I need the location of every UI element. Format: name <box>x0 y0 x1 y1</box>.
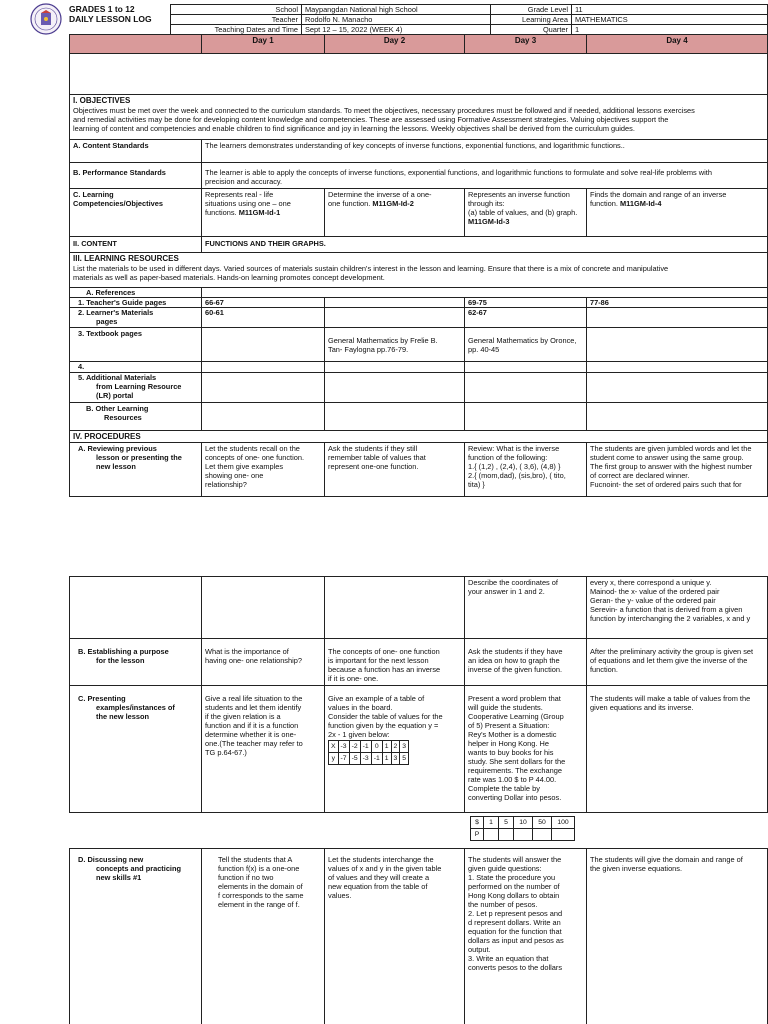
xy-value-table <box>328 740 409 765</box>
proc-d-day-2-line: values of x and y in the given table <box>328 864 442 874</box>
proc-a-day-1-line: Let them give examples <box>205 462 284 472</box>
proc-a-day-1-line: relationship? <box>205 480 247 490</box>
proc-d-day-2-line: of values and they will create a <box>328 873 430 883</box>
competencies-label-line-1: C. Learning <box>73 190 114 199</box>
proc-a-day-1-line: concepts of one- one function. <box>205 453 305 463</box>
proc-c-label-line: the new lesson <box>96 712 149 722</box>
y-cell: 5 <box>400 753 409 765</box>
proc-d-day-3-line: The students will answer the <box>468 855 562 864</box>
competency-day-1 <box>201 188 325 237</box>
proc-c-day-3-line: Complete the table by <box>468 784 540 794</box>
proc-b-day-4-line: After the preliminary activity the group is given set <box>590 647 754 656</box>
proc-a2-day-3 <box>464 576 587 639</box>
proc-c-day-3-line: Cooperative Learning (Group <box>468 712 564 722</box>
proc-c-day-1-line: determine whether it is one- <box>205 730 297 740</box>
proc-d-day-3-line: given guide questions: <box>468 864 542 874</box>
other-resources-label-line: Resources <box>104 413 142 423</box>
day-4-header: Day 4 <box>586 34 768 54</box>
learners-materials-label-line: pages <box>96 317 118 327</box>
proc-a-label-line: lesson or presenting the <box>96 453 182 463</box>
objectives-line-3: learning of content and competencies and enable children to find significance and joy in learning the lessons. Weekly objectives shall be derived from the curriculum guides. <box>73 123 635 133</box>
competency-day-1-code: M11GM-Id-1 <box>238 208 281 218</box>
proc-c-day-2-line: function given by the equation y = <box>328 721 439 731</box>
proc-c-day-3 <box>464 685 587 813</box>
proc-d-label <box>69 848 202 1024</box>
proc-c-day-2 <box>324 685 465 813</box>
proc-a-day-2 <box>324 442 465 497</box>
content-standards-text: The learners demonstrates understanding of key concepts of inverse functions, exponential functions, and logarithmic functions.. <box>201 139 768 163</box>
y-cell: -7 <box>338 753 349 765</box>
y-row <box>329 753 409 765</box>
proc-d-day-3-line: Hong Kong dollars to obtain <box>468 891 560 901</box>
deped-seal-icon <box>30 3 62 35</box>
proc-d-day-1-line: f corresponds to the same <box>218 891 304 901</box>
competency-day-2-line: one function. <box>328 199 371 209</box>
proc-a-label <box>69 442 202 497</box>
tg-day-1: 66-67 <box>201 297 325 308</box>
proc-a2-day-4-line: Mainod- the x- value of the ordered pair <box>590 587 720 597</box>
tb-day-2-line: General Mathematics by Frelie B. <box>328 336 438 345</box>
performance-standards-label: B. Performance Standards <box>69 162 202 189</box>
add-day-2 <box>324 372 465 403</box>
proc-a2-label <box>69 576 202 639</box>
dollar-cell: 10 <box>514 817 533 829</box>
competency-day-4-code: M11GM-Id-4 <box>620 199 662 209</box>
teachers-guide-label: 1. Teacher's Guide pages <box>69 297 202 308</box>
proc-c-day-2-line: 2x - 1 given below: <box>328 730 390 740</box>
proc-d-label-line: new skills #1 <box>96 873 142 883</box>
proc-b-day-2 <box>324 638 465 686</box>
form-title-grades: GRADES 1 to 12 <box>69 4 135 14</box>
quarter-label: Quarter <box>490 24 572 35</box>
proc-c-day-3-line: Present a word problem that <box>468 694 561 703</box>
proc-a-day-4-line: The first group to answer with the highest number <box>590 462 753 472</box>
additional-materials-label-line: 5. Additional Materials <box>78 373 157 382</box>
competency-day-2-line: Determine the inverse of a one- <box>328 190 432 199</box>
proc-b-day-1-line: What is the importance of <box>205 647 289 656</box>
competency-day-3 <box>464 188 587 237</box>
competency-day-3-line: Represents an inverse function <box>468 190 570 199</box>
tg-day-3: 69-75 <box>464 297 587 308</box>
y-cell: 1 <box>382 753 391 765</box>
other-resources-label <box>69 402 202 431</box>
learners-materials-label <box>69 307 202 328</box>
proc-c-day-3-line: rate was 1.00 $ to P 44.00. <box>468 775 557 785</box>
proc-c-day-1-line: one.(The teacher may refer to <box>205 739 303 749</box>
dollar-header-cell: $ <box>471 817 484 829</box>
competency-day-3-code: M11GM-Id-3 <box>468 217 510 227</box>
proc-c-day-2-line: Give an example of a table of <box>328 694 425 703</box>
proc-a2-day-4-line: Serevin- a function that is derived from a given <box>590 605 743 615</box>
proc-c-day-3-line: of 5) Present a Situation: <box>468 721 550 731</box>
proc-c-day-1-line: students and let them identify <box>205 703 302 713</box>
y-cell: -1 <box>371 753 382 765</box>
day-1-header: Day 1 <box>201 34 325 54</box>
proc-b-day-2-line: The concepts of one- one function <box>328 647 440 656</box>
peso-row <box>471 829 575 841</box>
proc-a2-day-4-line: every x, there correspond a unique y. <box>590 578 712 587</box>
proc-a-day-3-line: 1.{ (1,2) , (2,4), ( 3,6), (4,8) } <box>468 462 561 472</box>
content-label: II. CONTENT <box>69 236 202 253</box>
competency-day-4-line: Finds the domain and range of an inverse <box>590 190 727 199</box>
proc-b-label <box>69 638 202 686</box>
content-text: FUNCTIONS AND THEIR GRAPHS. <box>201 236 768 253</box>
teacher-label: Teacher <box>170 14 302 25</box>
proc-b-day-3-line: inverse of the given function. <box>468 665 563 675</box>
proc-c-day-3-line: requirements. The exchange <box>468 766 562 776</box>
learning-resources-line-2: materials as well as paper-based materials. Hands-on learning promotes concept development. <box>73 272 385 282</box>
tb-day-2 <box>324 327 465 362</box>
tb-day-1 <box>201 327 325 362</box>
tg-day-4: 77-86 <box>586 297 768 308</box>
competency-day-2-code: M11GM-Id-2 <box>372 199 414 209</box>
proc-b-day-2-line: is important for the next lesson <box>328 656 429 666</box>
performance-standards-text <box>201 162 768 189</box>
proc-b-day-3-line: an idea on how to graph the <box>468 656 560 666</box>
school-label: School <box>170 4 302 15</box>
dollar-peso-table <box>470 816 575 841</box>
proc-b-day-4-line: function. <box>590 665 618 675</box>
proc-a2-day-3-line: Describe the coordinates of <box>468 578 558 587</box>
proc-a-day-4-line: of correct are declared winner. <box>590 471 690 481</box>
proc-c-day-3-line: will guide the students. <box>468 703 543 713</box>
proc-d-day-4 <box>586 848 768 1024</box>
dates-label: Teaching Dates and Time <box>170 24 302 35</box>
proc-a-label-line: new lesson <box>96 462 136 472</box>
proc-d-day-3-line: 3. Write an equation that <box>468 954 549 964</box>
proc-c-day-1-line: function and if it is a function <box>205 721 299 731</box>
proc-b-day-2-line: if it is one- one. <box>328 674 379 684</box>
lm-day-1: 60-61 <box>201 307 325 328</box>
tb-day-3 <box>464 327 587 362</box>
learners-materials-label-line: 2. Learner's Materials <box>78 308 154 317</box>
proc-d-day-2-line: values. <box>328 891 352 901</box>
competency-day-4 <box>586 188 768 237</box>
proc-d-day-2 <box>324 848 465 1024</box>
content-standards-label: A. Content Standards <box>69 139 202 163</box>
proc-d-day-3-line: d represent dollars. Write an <box>468 918 561 928</box>
proc-c-day-3-line: helper in Hong Kong. He <box>468 739 549 749</box>
competency-day-4-line: function. <box>590 199 618 209</box>
procedures-heading: IV. PROCEDURES <box>69 430 768 443</box>
proc-d-day-2-line: new equation from the table of <box>328 882 428 892</box>
proc-d-day-1-line: element in the range of f. <box>218 900 300 910</box>
proc-d-day-1 <box>201 848 325 1024</box>
proc-a-day-1 <box>201 442 325 497</box>
proc-d-day-3-line: equation for the function that <box>468 927 562 937</box>
learning-resources-heading: III. LEARNING RESOURCES <box>73 254 179 263</box>
add-day-1 <box>201 372 325 403</box>
y-cell: -3 <box>360 753 371 765</box>
proc-c-day-2-line: values in the board. <box>328 703 393 713</box>
y-cell: -5 <box>349 753 360 765</box>
proc-d-day-3-line: output. <box>468 945 491 955</box>
tb-day-4 <box>586 327 768 362</box>
x-header-cell: X <box>329 741 339 753</box>
add-day-3 <box>464 372 587 403</box>
proc-a2-day-4 <box>586 576 768 639</box>
other-day-1 <box>201 402 325 431</box>
objectives-section <box>69 94 768 140</box>
proc-a2-day-1 <box>201 576 325 639</box>
proc-c-day-4-line: The students will make a table of values from the <box>590 694 751 703</box>
x-cell: 1 <box>382 741 391 753</box>
learning-area-value: MATHEMATICS <box>571 14 768 25</box>
competency-day-3-line: (a) table of values, and (b) graph. <box>468 208 578 218</box>
proc-a-day-3-line: function of the following: <box>468 453 548 463</box>
proc-d-label-line: D. Discussing new <box>78 855 144 864</box>
school-value: Maypangdan National high School <box>301 4 491 15</box>
proc-d-label-line: concepts and practicing <box>96 864 182 874</box>
tb-day-3-line: pp. 40-45 <box>468 345 500 355</box>
proc-c-day-1 <box>201 685 325 813</box>
competency-day-1-line: situations using one – one <box>205 199 291 209</box>
proc-a2-day-2 <box>324 576 465 639</box>
proc-c-day-1-line: TG p.64-67.) <box>205 748 247 758</box>
proc-d-day-3-line: 2. Let p represent pesos and <box>468 909 563 919</box>
gap <box>69 54 768 95</box>
y-cell: 3 <box>391 753 400 765</box>
x-cell: 0 <box>371 741 382 753</box>
performance-standards-line-2: precision and accuracy. <box>205 177 283 187</box>
proc-a-label-line: A. Reviewing previous <box>78 444 157 453</box>
proc-b-day-4 <box>586 638 768 686</box>
lm-day-4 <box>586 307 768 328</box>
competency-day-1-line: functions. <box>205 208 237 218</box>
other-day-2 <box>324 402 465 431</box>
proc-a-day-2-line: Ask the students if they still <box>328 444 418 453</box>
add-day-4 <box>586 372 768 403</box>
proc-a-day-1-line: showing one- one <box>205 471 264 481</box>
quarter-value: 1 <box>571 24 768 35</box>
proc-c-day-3-line: converting Dollar into pesos. <box>468 793 562 803</box>
proc-a-day-4 <box>586 442 768 497</box>
proc-b-day-1-line: having one- one relationship? <box>205 656 302 666</box>
x-row <box>329 741 409 753</box>
objectives-line-1: Objectives must be met over the week and connected to the curriculum standards. To meet the objectives, necessary procedures must be followed and if needed, additional lessons exercises <box>73 105 695 115</box>
x-cell: -1 <box>360 741 371 753</box>
proc-d-day-1-line: elements in the domain of <box>218 882 303 892</box>
other-resources-label-line: B. Other Learning <box>86 404 149 413</box>
dollar-cell: 100 <box>552 817 575 829</box>
proc-a2-day-4-line: function by interchanging the 2 variables, x and y <box>590 614 751 624</box>
other-day-3 <box>464 402 587 431</box>
proc-d-day-4-line: The students will give the domain and range of <box>590 855 743 864</box>
proc-a2-day-3-line: your answer in 1 and 2. <box>468 587 545 597</box>
learning-resources-line-1: List the materials to be used in different days. Varied sources of materials sustain children's interest in the lesson and learning. Ensure that there is a mix of concrete and manipulative <box>73 263 669 273</box>
learning-area-label: Learning Area <box>490 14 572 25</box>
proc-b-label-line: for the lesson <box>96 656 145 666</box>
x-cell: 3 <box>400 741 409 753</box>
other-day-4 <box>586 402 768 431</box>
proc-a-day-4-line: Fucnoint- the set of ordered pairs such that for <box>590 480 742 490</box>
proc-d-day-3-line: 1. State the procedure you <box>468 873 556 883</box>
proc-c-day-1-line: Give a real life situation to the <box>205 694 303 703</box>
proc-b-day-3 <box>464 638 587 686</box>
day-header-blank <box>69 34 202 54</box>
dates-value: Sept 12 – 15, 2022 (WEEK 4) <box>301 24 491 35</box>
item-4-label: 4. <box>69 361 202 373</box>
proc-a-day-1-line: Let the students recall on the <box>205 444 300 453</box>
proc-c-day-3-line: Rey's Mother is a domestic <box>468 730 557 740</box>
additional-materials-label-line: from Learning Resource <box>96 382 182 392</box>
proc-c-day-1-line: if the given relation is a <box>205 712 281 722</box>
teacher-value: Rodolfo N. Manacho <box>301 14 491 25</box>
competency-day-2 <box>324 188 465 237</box>
proc-d-day-2-line: Let the students interchange the <box>328 855 434 864</box>
learning-resources-section <box>69 252 768 288</box>
competencies-label <box>69 188 202 237</box>
tb-day-3-line: General Mathematics by Oronce, <box>468 336 577 345</box>
lm-day-2 <box>324 307 465 328</box>
lm-day-3: 62-67 <box>464 307 587 328</box>
proc-a-day-2-line: represent one-one function. <box>328 462 419 472</box>
competencies-label-line-2: Competencies/Objectives <box>73 199 163 209</box>
proc-d-day-3 <box>464 848 587 1024</box>
dollar-row <box>471 817 575 829</box>
proc-d-day-3-line: converts pesos to the dollars <box>468 963 563 973</box>
proc-d-day-1-line: function if no two <box>218 873 274 883</box>
references-label: A. References <box>69 287 202 298</box>
grade-level-label: Grade Level <box>490 4 572 15</box>
x-cell: -2 <box>349 741 360 753</box>
competency-day-1-line: Represents real - life <box>205 190 274 199</box>
day-2-header: Day 2 <box>324 34 465 54</box>
competency-day-3-line: through its: <box>468 199 505 209</box>
proc-c-day-4 <box>586 685 768 813</box>
proc-c-day-2-line: Consider the table of values for the <box>328 712 443 722</box>
proc-c-label-line: examples/instances of <box>96 703 175 713</box>
peso-header-cell: P <box>471 829 484 841</box>
objectives-line-2: and remedial activities may be done for developing content knowledge and competencies. These are assessed using Formative Assessment strategies. Valuing objectives support the <box>73 114 669 124</box>
dollar-cell: 1 <box>484 817 499 829</box>
proc-b-day-4-line: of equations and let them give the inverse of the <box>590 656 748 666</box>
proc-c-day-3-line: wants to buy books for his <box>468 748 554 758</box>
grade-level-value: 11 <box>571 4 768 15</box>
proc-b-day-1 <box>201 638 325 686</box>
proc-c-label <box>69 685 202 813</box>
proc-d-day-3-line: performed on the number of <box>468 882 560 892</box>
x-cell: 2 <box>391 741 400 753</box>
dollar-cell: 5 <box>499 817 514 829</box>
additional-materials-label-line: (LR) portal <box>96 391 134 401</box>
proc-c-day-4-line: given equations and its inverse. <box>590 703 694 713</box>
textbook-pages-label: 3. Textbook pages <box>69 327 202 362</box>
tb-day-2-line: Tan- Faylogna pp.76-79. <box>328 345 409 355</box>
form-title-dll: DAILY LESSON LOG <box>69 14 152 24</box>
additional-materials-label <box>69 372 202 403</box>
proc-d-day-4-line: the given inverse equations. <box>590 864 683 874</box>
y-header-cell: y <box>329 753 339 765</box>
proc-b-label-line: B. Establishing a purpose <box>78 647 169 656</box>
proc-d-day-3-line: dollars as input and pesos as <box>468 936 564 946</box>
proc-c-day-3-line: study. She sent dollars for the <box>468 757 566 767</box>
proc-a-day-3-line: tita) } <box>468 480 485 490</box>
x-cell: -3 <box>338 741 349 753</box>
performance-standards-line-1: The learner is able to apply the concepts of inverse functions, exponential functions, and logarithmic functions to formulate and solve real-life problems with <box>205 168 712 177</box>
proc-c-label-line: C. Presenting <box>78 694 126 703</box>
proc-a-day-4-line: student come to answer using the same group. <box>590 453 744 463</box>
proc-a-day-2-line: remember table of values that <box>328 453 426 463</box>
proc-a-day-4-line: The students are given jumbled words and let the <box>590 444 752 453</box>
proc-a-day-3-line: Review: What is the inverse <box>468 444 560 453</box>
proc-d-day-3-line: the number of pesos. <box>468 900 538 910</box>
day-3-header: Day 3 <box>464 34 587 54</box>
objectives-heading: I. OBJECTIVES <box>73 96 131 105</box>
proc-a2-day-4-line: Geran- the y- value of the ordered pair <box>590 596 716 606</box>
proc-d-day-1-line: function f(x) is a one-one <box>218 864 300 874</box>
proc-a-day-3 <box>464 442 587 497</box>
dollar-cell: 50 <box>533 817 552 829</box>
proc-b-day-2-line: because a function has an inverse <box>328 665 441 675</box>
proc-d-day-1-line: Tell the students that A <box>218 855 293 864</box>
proc-b-day-3-line: Ask the students if they have <box>468 647 563 656</box>
proc-a-day-3-line: 2.{ (mom,dad), (sis,bro), ( tito, <box>468 471 566 481</box>
